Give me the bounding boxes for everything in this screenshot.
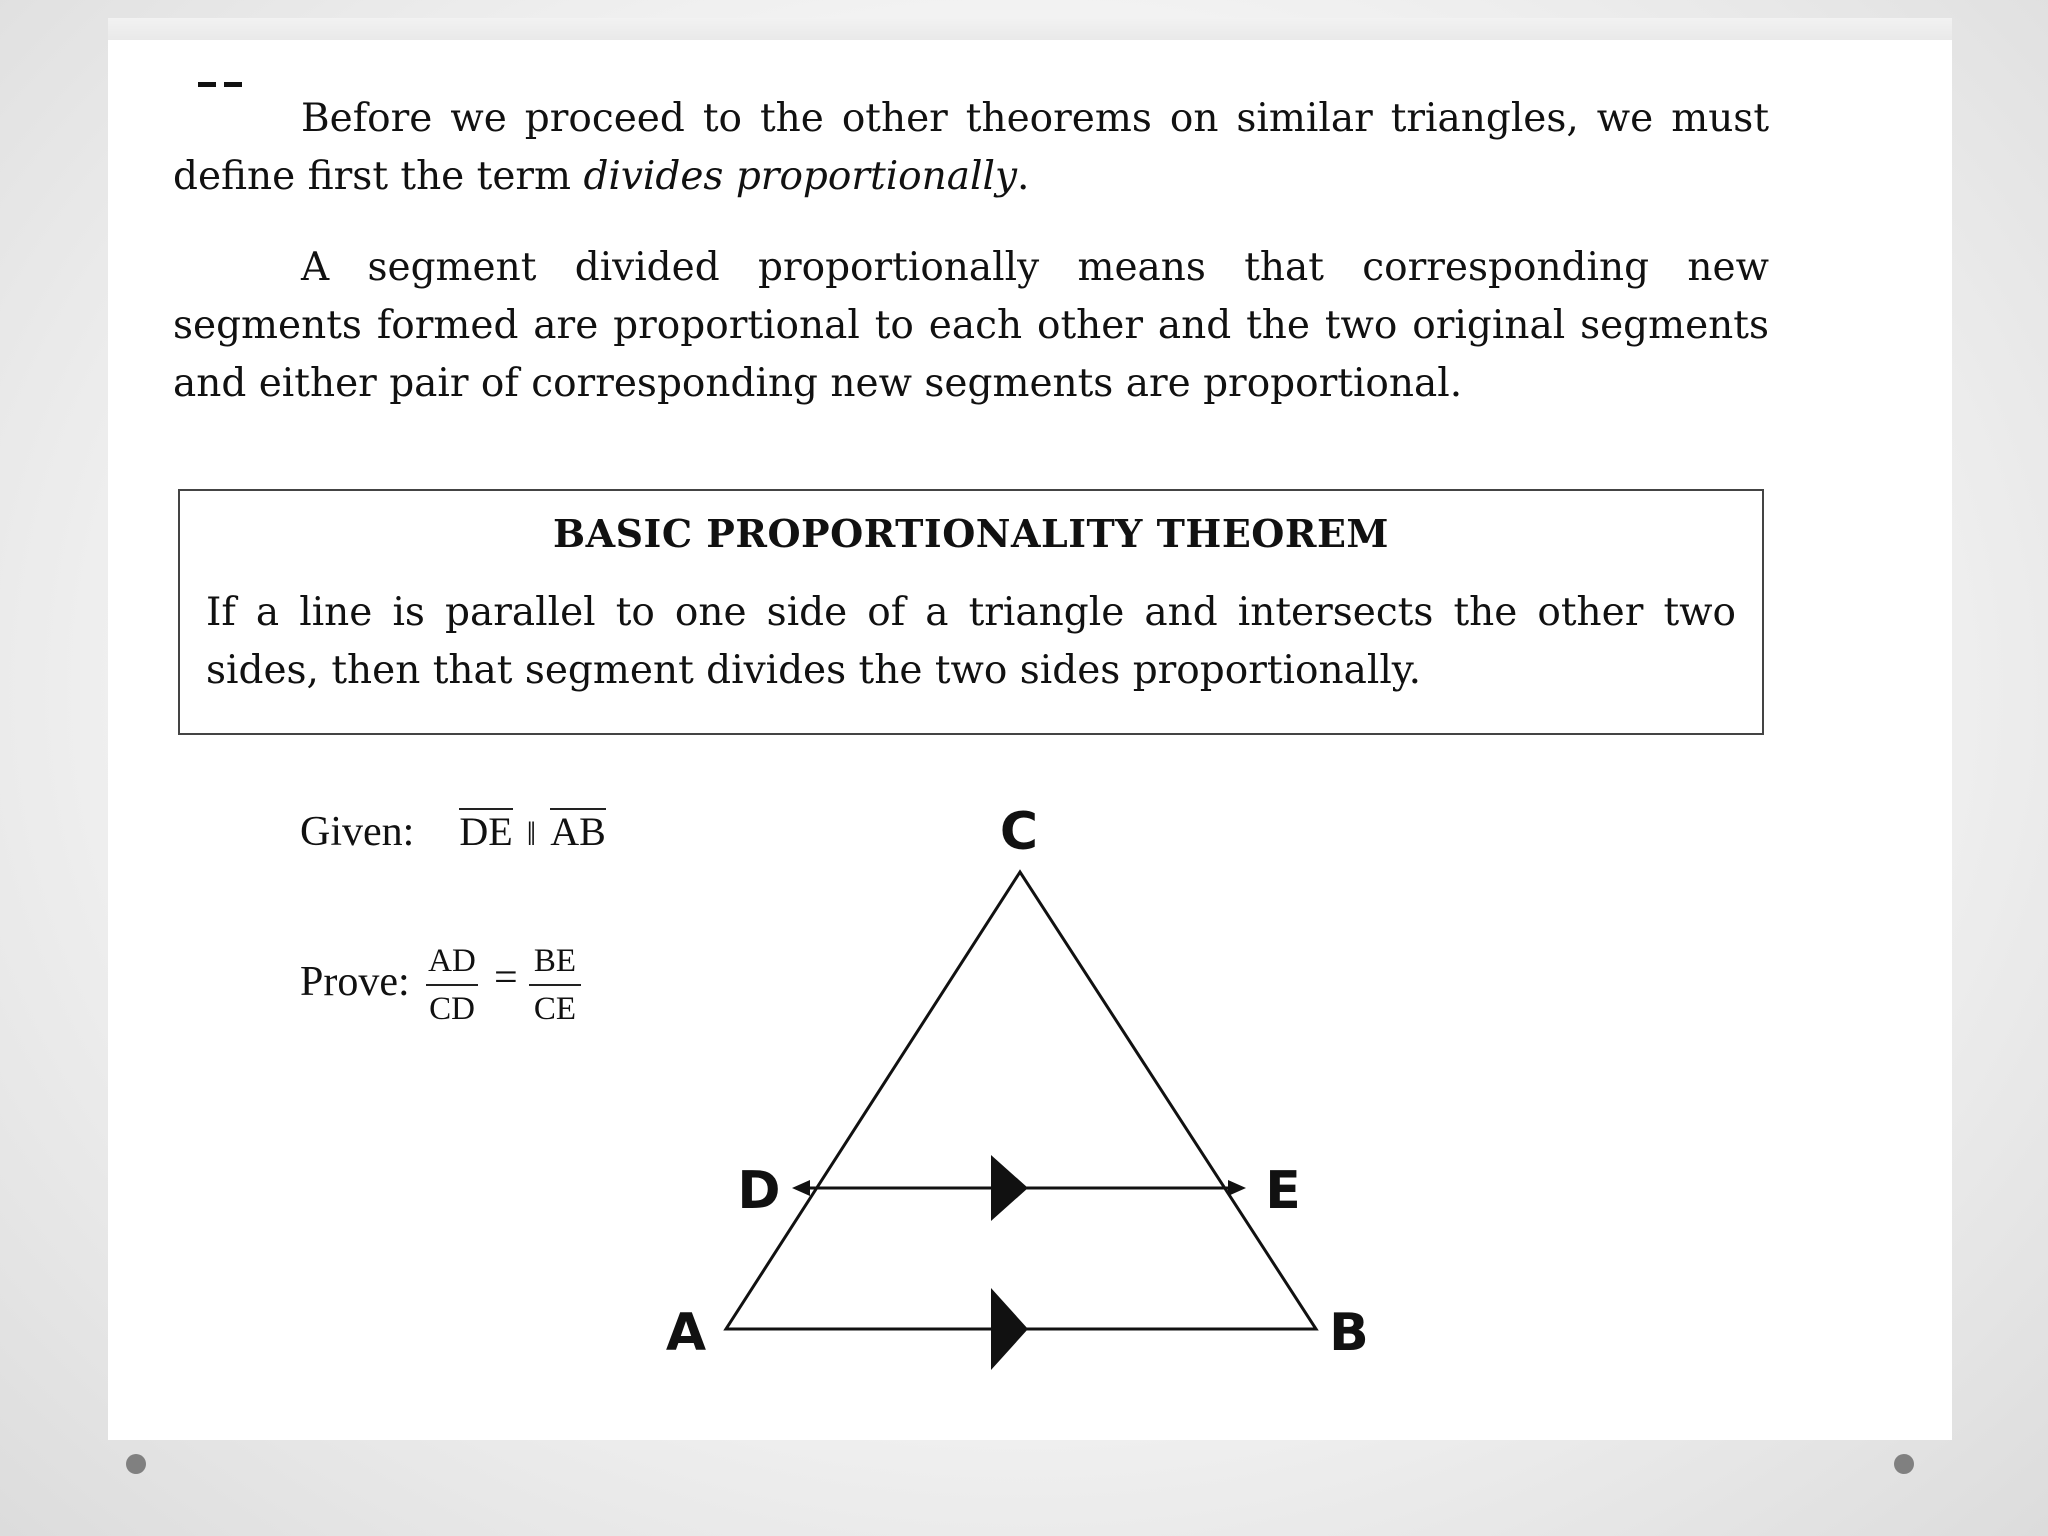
parallel-arrow-ab-icon: [991, 1288, 1028, 1370]
given-label: Given:: [300, 809, 415, 855]
given-statement: [300, 808, 606, 856]
intro-period: .: [1017, 154, 1030, 199]
segment-de: DE: [459, 809, 513, 854]
definition-paragraph: A segment divided proportionally means that corresponding new segments formed are proportional to each other and the two original segments and either pair of corresponding new segments are proportional.: [173, 245, 1769, 406]
theorem-box: [178, 489, 1764, 735]
vertex-label-b: B: [1329, 1303, 1369, 1363]
denominator-cd: CD: [426, 984, 478, 1032]
segment-ab: AB: [550, 809, 606, 854]
denominator-ce: CE: [529, 984, 581, 1032]
numerator-ad: AD: [428, 943, 476, 979]
prove-label: Prove:: [300, 959, 410, 1005]
slide-corner-dot-right: [1894, 1454, 1914, 1474]
parallel-symbol: ‖: [526, 816, 537, 853]
numerator-be: BE: [533, 943, 577, 979]
slide-top-bar: [108, 18, 1952, 42]
intro-paragraph: [173, 90, 1769, 206]
fraction-ad-cd: [426, 938, 478, 1032]
equals-sign: =: [494, 955, 518, 1001]
intro-text: Before we proceed to the other theorems on similar triangles, we must define first the term: [173, 96, 1769, 199]
fraction-be-ce: [529, 938, 581, 1032]
slide-corner-dot-left: [126, 1454, 146, 1474]
parallel-arrow-de-icon: [991, 1155, 1028, 1221]
triangle-abc: [726, 872, 1316, 1329]
vertex-label-a: A: [665, 1303, 707, 1363]
vertex-label-c: C: [999, 802, 1039, 862]
term-divides-proportionally: divides proportionally: [583, 154, 1017, 199]
arrowhead-right-e-icon: [1228, 1180, 1246, 1196]
document-page: [108, 40, 1952, 1440]
theorem-title: BASIC PROPORTIONALITY THEOREM: [553, 511, 1389, 556]
vertex-label-d: D: [737, 1161, 781, 1221]
arrowhead-left-d-icon: [792, 1180, 810, 1196]
vertex-label-e: E: [1265, 1161, 1301, 1221]
theorem-statement: If a line is parallel to one side of a triangle and intersects the other two sides, then that segment divides the two sides proportionally.: [206, 590, 1736, 693]
